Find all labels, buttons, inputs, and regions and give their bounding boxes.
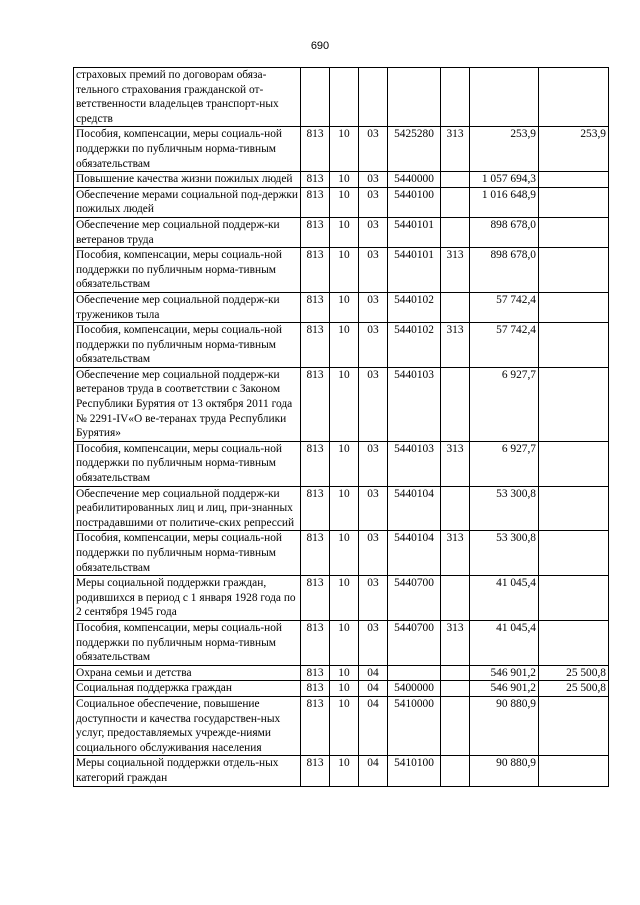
- section-code-cell: 10: [330, 172, 359, 188]
- expense-type-cell: [441, 187, 470, 217]
- row-name-cell: Социальное обеспечение, повышение доступности и качества государствен-ных услуг, предоставляемых учрежде-ниями социального обслуживания населения: [74, 696, 301, 755]
- amount-cell: 898 678,0: [470, 217, 539, 247]
- amount-cell: 41 045,4: [470, 620, 539, 665]
- section-code-cell: 10: [330, 531, 359, 576]
- ministry-code-cell: 813: [301, 486, 330, 531]
- table-row: [74, 187, 609, 217]
- subsection-code-cell: 03: [359, 441, 388, 486]
- expense-type-cell: [441, 217, 470, 247]
- row-name-cell: Пособия, компенсации, меры социаль-ной поддержки по публичным норма-тивным обязательствам: [74, 248, 301, 293]
- amount-subvention-cell: [539, 248, 609, 293]
- target-article-cell: [388, 665, 441, 681]
- section-code-cell: 10: [330, 576, 359, 621]
- target-article-cell: [388, 68, 441, 127]
- section-code-cell: 10: [330, 248, 359, 293]
- ministry-code-cell: 813: [301, 217, 330, 247]
- target-article-cell: 5440101: [388, 217, 441, 247]
- ministry-code-cell: 813: [301, 620, 330, 665]
- amount-subvention-cell: [539, 486, 609, 531]
- ministry-code-cell: 813: [301, 292, 330, 322]
- row-name-cell: страховых премий по договорам обяза-тельного страхования гражданской от-ветственности владельцев транспорт-ных средств: [74, 68, 301, 127]
- amount-cell: 57 742,4: [470, 292, 539, 322]
- target-article-cell: 5440700: [388, 620, 441, 665]
- subsection-code-cell: [359, 68, 388, 127]
- amount-cell: 898 678,0: [470, 248, 539, 293]
- subsection-code-cell: 03: [359, 576, 388, 621]
- subsection-code-cell: 03: [359, 187, 388, 217]
- expense-type-cell: [441, 665, 470, 681]
- ministry-code-cell: 813: [301, 576, 330, 621]
- amount-subvention-cell: [539, 187, 609, 217]
- amount-subvention-cell: [539, 620, 609, 665]
- amount-subvention-cell: [539, 441, 609, 486]
- target-article-cell: 5440104: [388, 486, 441, 531]
- table-row: [74, 323, 609, 368]
- subsection-code-cell: 04: [359, 696, 388, 755]
- row-name-cell: Меры социальной поддержки граждан, родившихся в период с 1 января 1928 года по 2 сентября 1945 года: [74, 576, 301, 621]
- section-code-cell: 10: [330, 187, 359, 217]
- amount-cell: 1 057 694,3: [470, 172, 539, 188]
- ministry-code-cell: [301, 68, 330, 127]
- ministry-code-cell: 813: [301, 127, 330, 172]
- amount-subvention-cell: [539, 367, 609, 441]
- target-article-cell: 5440103: [388, 367, 441, 441]
- table-row: [74, 367, 609, 441]
- amount-cell: 57 742,4: [470, 323, 539, 368]
- target-article-cell: 5440000: [388, 172, 441, 188]
- row-name-cell: Пособия, компенсации, меры социаль-ной поддержки по публичным норма-тивным обязательствам: [74, 127, 301, 172]
- expense-type-cell: 313: [441, 248, 470, 293]
- ministry-code-cell: 813: [301, 323, 330, 368]
- section-code-cell: 10: [330, 681, 359, 697]
- subsection-code-cell: 03: [359, 292, 388, 322]
- table-row: [74, 681, 609, 697]
- expense-type-cell: [441, 172, 470, 188]
- subsection-code-cell: 03: [359, 620, 388, 665]
- subsection-code-cell: 03: [359, 531, 388, 576]
- ministry-code-cell: 813: [301, 665, 330, 681]
- amount-cell: 90 880,9: [470, 756, 539, 786]
- section-code-cell: 10: [330, 323, 359, 368]
- table-row: [74, 172, 609, 188]
- amount-cell: 1 016 648,9: [470, 187, 539, 217]
- table-row: [74, 441, 609, 486]
- subsection-code-cell: 03: [359, 127, 388, 172]
- table-row: [74, 127, 609, 172]
- target-article-cell: 5440100: [388, 187, 441, 217]
- row-name-cell: Обеспечение мер социальной поддерж-ки ветеранов труда: [74, 217, 301, 247]
- amount-subvention-cell: [539, 531, 609, 576]
- amount-subvention-cell: [539, 68, 609, 127]
- table-row: [74, 576, 609, 621]
- subsection-code-cell: 04: [359, 756, 388, 786]
- amount-subvention-cell: [539, 217, 609, 247]
- amount-cell: 90 880,9: [470, 696, 539, 755]
- target-article-cell: 5440101: [388, 248, 441, 293]
- row-name-cell: Обеспечение мерами социальной под-держки пожилых людей: [74, 187, 301, 217]
- amount-subvention-cell: 25 500,8: [539, 681, 609, 697]
- target-article-cell: 5440104: [388, 531, 441, 576]
- section-code-cell: 10: [330, 441, 359, 486]
- expense-type-cell: 313: [441, 127, 470, 172]
- budget-table: [73, 67, 609, 787]
- table-row: [74, 486, 609, 531]
- expense-type-cell: 313: [441, 531, 470, 576]
- expense-type-cell: [441, 681, 470, 697]
- target-article-cell: 5410100: [388, 756, 441, 786]
- amount-subvention-cell: [539, 756, 609, 786]
- expense-type-cell: [441, 367, 470, 441]
- amount-subvention-cell: 253,9: [539, 127, 609, 172]
- row-name-cell: Пособия, компенсации, меры социаль-ной поддержки по публичным норма-тивным обязательствам: [74, 620, 301, 665]
- table-row: [74, 620, 609, 665]
- row-name-cell: Охрана семьи и детства: [74, 665, 301, 681]
- expense-type-cell: [441, 486, 470, 531]
- amount-cell: 53 300,8: [470, 486, 539, 531]
- expense-type-cell: 313: [441, 620, 470, 665]
- amount-cell: 253,9: [470, 127, 539, 172]
- row-name-cell: Пособия, компенсации, меры социаль-ной поддержки по публичным норма-тивным обязательствам: [74, 531, 301, 576]
- section-code-cell: 10: [330, 292, 359, 322]
- ministry-code-cell: 813: [301, 696, 330, 755]
- amount-cell: 546 901,2: [470, 665, 539, 681]
- expense-type-cell: [441, 292, 470, 322]
- amount-subvention-cell: [539, 576, 609, 621]
- section-code-cell: 10: [330, 486, 359, 531]
- subsection-code-cell: 03: [359, 367, 388, 441]
- section-code-cell: 10: [330, 696, 359, 755]
- ministry-code-cell: 813: [301, 172, 330, 188]
- table-row: [74, 217, 609, 247]
- ministry-code-cell: 813: [301, 531, 330, 576]
- subsection-code-cell: 03: [359, 486, 388, 531]
- amount-subvention-cell: [539, 292, 609, 322]
- expense-type-cell: [441, 696, 470, 755]
- target-article-cell: 5425280: [388, 127, 441, 172]
- table-row: [74, 665, 609, 681]
- table-row: [74, 531, 609, 576]
- target-article-cell: 5410000: [388, 696, 441, 755]
- amount-subvention-cell: [539, 172, 609, 188]
- ministry-code-cell: 813: [301, 367, 330, 441]
- row-name-cell: Обеспечение мер социальной поддерж-ки ветеранов труда в соответствии с Законом Республики Бурятия от 13 октября 2011 года № 2291-IV«О ве-теранах труда Республики Бурятия»: [74, 367, 301, 441]
- row-name-cell: Пособия, компенсации, меры социаль-ной поддержки по публичным норма-тивным обязательствам: [74, 441, 301, 486]
- amount-subvention-cell: [539, 323, 609, 368]
- amount-cell: 6 927,7: [470, 367, 539, 441]
- subsection-code-cell: 03: [359, 248, 388, 293]
- ministry-code-cell: 813: [301, 248, 330, 293]
- ministry-code-cell: 813: [301, 756, 330, 786]
- target-article-cell: 5400000: [388, 681, 441, 697]
- section-code-cell: 10: [330, 756, 359, 786]
- row-name-cell: Социальная поддержка граждан: [74, 681, 301, 697]
- row-name-cell: Повышение качества жизни пожилых людей: [74, 172, 301, 188]
- ministry-code-cell: 813: [301, 441, 330, 486]
- amount-cell: 53 300,8: [470, 531, 539, 576]
- subsection-code-cell: 04: [359, 681, 388, 697]
- subsection-code-cell: 03: [359, 172, 388, 188]
- expense-type-cell: 313: [441, 323, 470, 368]
- section-code-cell: 10: [330, 127, 359, 172]
- subsection-code-cell: 03: [359, 323, 388, 368]
- target-article-cell: 5440700: [388, 576, 441, 621]
- amount-cell: [470, 68, 539, 127]
- table-row: [74, 248, 609, 293]
- target-article-cell: 5440102: [388, 292, 441, 322]
- page-number: 690: [310, 40, 330, 52]
- expense-type-cell: 313: [441, 441, 470, 486]
- expense-type-cell: [441, 576, 470, 621]
- row-name-cell: Обеспечение мер социальной поддерж-ки тружеников тыла: [74, 292, 301, 322]
- row-name-cell: Обеспечение мер социальной поддерж-ки реабилитированных лиц и лиц, при-знанных пострадавшими от политиче-ских репрессий: [74, 486, 301, 531]
- section-code-cell: 10: [330, 665, 359, 681]
- table-row: [74, 292, 609, 322]
- table-row: [74, 68, 609, 127]
- expense-type-cell: [441, 756, 470, 786]
- section-code-cell: 10: [330, 217, 359, 247]
- amount-cell: 6 927,7: [470, 441, 539, 486]
- ministry-code-cell: 813: [301, 681, 330, 697]
- table-body: [74, 68, 609, 787]
- section-code-cell: [330, 68, 359, 127]
- target-article-cell: 5440103: [388, 441, 441, 486]
- ministry-code-cell: 813: [301, 187, 330, 217]
- table-row: [74, 696, 609, 755]
- amount-subvention-cell: [539, 696, 609, 755]
- section-code-cell: 10: [330, 367, 359, 441]
- expense-type-cell: [441, 68, 470, 127]
- target-article-cell: 5440102: [388, 323, 441, 368]
- amount-cell: 41 045,4: [470, 576, 539, 621]
- subsection-code-cell: 03: [359, 217, 388, 247]
- section-code-cell: 10: [330, 620, 359, 665]
- row-name-cell: Пособия, компенсации, меры социаль-ной поддержки по публичным норма-тивным обязательствам: [74, 323, 301, 368]
- row-name-cell: Меры социальной поддержки отдель-ных категорий граждан: [74, 756, 301, 786]
- subsection-code-cell: 04: [359, 665, 388, 681]
- amount-subvention-cell: 25 500,8: [539, 665, 609, 681]
- amount-cell: 546 901,2: [470, 681, 539, 697]
- table-row: [74, 756, 609, 786]
